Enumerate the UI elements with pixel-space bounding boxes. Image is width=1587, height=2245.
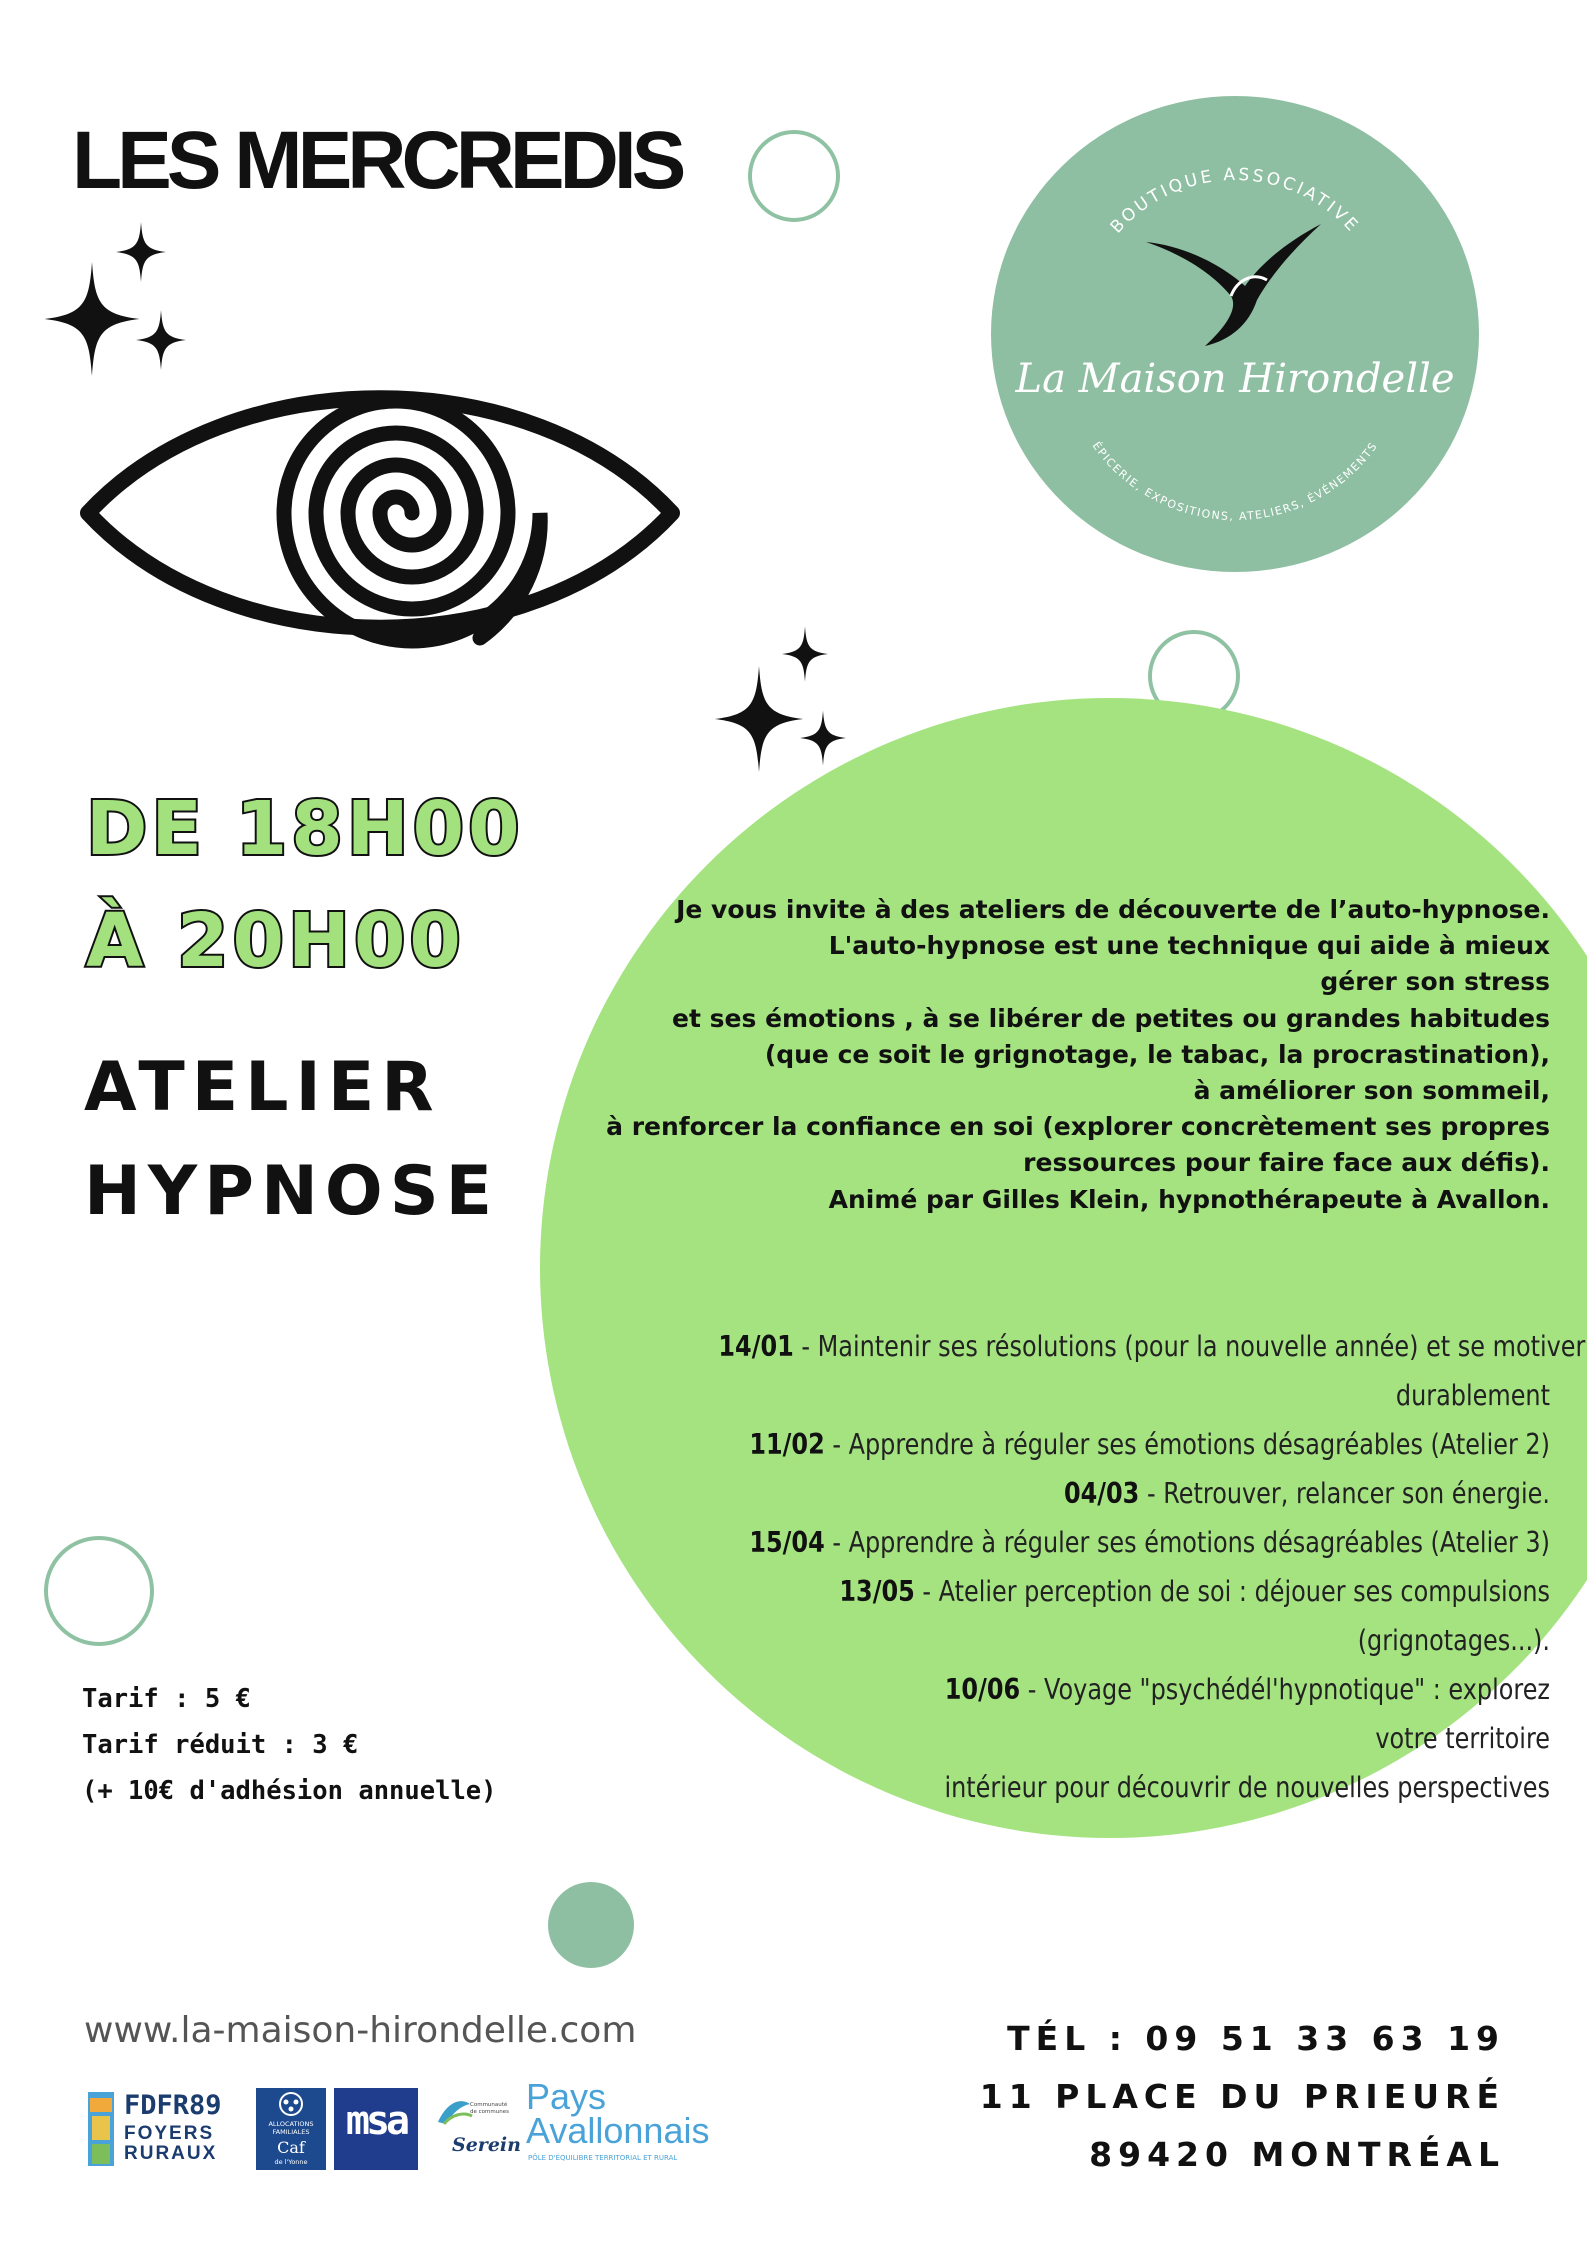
eye-spiral-icon bbox=[80, 340, 680, 686]
price-full: Tarif : 5 € bbox=[82, 1684, 251, 1714]
partner-logo-msa bbox=[334, 2088, 418, 2170]
logo-bottom-text: ÉPICERIE, EXPOSITIONS, ATELIERS, ÉVÉNEMENTS bbox=[1089, 439, 1381, 524]
price-membership: (+ 10€ d'adhésion annuelle) bbox=[82, 1776, 497, 1806]
fdfr-sub1: FOYERS bbox=[124, 2123, 215, 2144]
fdfr-title: FDFR89 bbox=[124, 2090, 222, 2121]
pays-line1: Pays bbox=[526, 2076, 607, 2117]
swallow-icon bbox=[1146, 224, 1321, 346]
serein-small: Communauté de communes bbox=[470, 2102, 509, 2115]
phone-number: TÉL : 09 51 33 63 19 bbox=[1007, 2019, 1505, 2058]
schedule-item bbox=[718, 1469, 1550, 1518]
svg-text:BOUTIQUE ASSOCIATIVE bbox=[1107, 165, 1364, 238]
schedule-item bbox=[718, 1665, 1550, 1714]
schedule-date: 11/02 bbox=[749, 1428, 825, 1461]
schedule-item-cont: (grignotages...). bbox=[1357, 1624, 1550, 1657]
schedule-list bbox=[718, 1322, 1586, 1812]
schedule-text: - Maintenir ses résolutions (pour la nouvelle année) et se motiver bbox=[793, 1330, 1586, 1363]
contact-block bbox=[960, 2010, 1505, 2184]
caf-line1: ALLOCATIONS bbox=[268, 2120, 314, 2128]
intro-line: Je vous invite à des ateliers de découverte de l’auto-hypnose. bbox=[676, 895, 1550, 924]
caf-brand: Caf bbox=[277, 2138, 305, 2157]
sparkle-icon bbox=[782, 626, 828, 682]
caf-line2: FAMILIALES bbox=[272, 2128, 310, 2136]
schedule-text: - Apprendre à réguler ses émotions désagréables (Atelier 2) bbox=[824, 1428, 1550, 1461]
logo-name: La Maison Hirondelle bbox=[1015, 356, 1455, 402]
deco-ring-left bbox=[44, 1536, 154, 1646]
svg-text:ÉPICERIE, EXPOSITIONS, ATELIER bbox=[1090, 439, 1381, 523]
time-end: À 20H00 bbox=[86, 898, 465, 984]
event-title-line2: HYPNOSE bbox=[84, 1152, 500, 1231]
partner-logo-serein bbox=[430, 2088, 521, 2170]
address-line2: 89420 MONTRÉAL bbox=[1089, 2135, 1505, 2174]
pays-tagline: PÔLE D'ÉQUILIBRE TERRITORIAL ET RURAL bbox=[528, 2154, 678, 2162]
logo-top-text: BOUTIQUE ASSOCIATIVE bbox=[1106, 164, 1364, 238]
intro-line: Animé par Gilles Klein, hypnothérapeute à Avallon. bbox=[828, 1184, 1550, 1214]
partner-logo-fdfr bbox=[84, 2088, 250, 2170]
schedule-text: - Voyage "psychédél'hypnotique" : explorez bbox=[1020, 1673, 1550, 1706]
serein-name: Serein bbox=[452, 2134, 521, 2156]
address-line1: 11 PLACE DU PRIEURÉ bbox=[979, 2077, 1505, 2116]
schedule-item bbox=[718, 1420, 1550, 1469]
website-link[interactable]: www.la-maison-hirondelle.com bbox=[84, 2010, 637, 2051]
schedule-text: - Retrouver, relancer son énergie. bbox=[1139, 1477, 1550, 1510]
pricing bbox=[82, 1676, 497, 1814]
schedule-date: 15/04 bbox=[749, 1526, 825, 1559]
event-title-line1: ATELIER bbox=[84, 1048, 441, 1127]
schedule-date: 14/01 bbox=[718, 1330, 794, 1363]
time-start: DE 18H00 bbox=[86, 786, 524, 872]
schedule-item bbox=[718, 1567, 1550, 1616]
intro-line: à renforcer la confiance en soi (explorer concrètement ses propres bbox=[606, 1112, 1550, 1142]
sparkle-icon bbox=[800, 710, 846, 766]
fdfr-sub2: RURAUX bbox=[124, 2143, 218, 2164]
schedule-text: - Apprendre à réguler ses émotions désagréables (Atelier 3) bbox=[824, 1526, 1550, 1559]
sparkle-icon bbox=[116, 222, 166, 282]
schedule-item bbox=[718, 1518, 1550, 1567]
intro-line: L'auto-hypnose est une technique qui aide à mieux bbox=[828, 931, 1550, 961]
msa-text: msa bbox=[345, 2098, 407, 2144]
intro-line: gérer son stress bbox=[1320, 967, 1550, 997]
partner-logo-pays-avallonnais bbox=[524, 2076, 734, 2170]
page-title: LES MERCREDIS bbox=[72, 115, 682, 206]
intro-line: (que ce soit le grignotage, le tabac, la procrastination), bbox=[764, 1039, 1550, 1069]
schedule-date: 13/05 bbox=[839, 1575, 915, 1608]
schedule-date: 04/03 bbox=[1063, 1477, 1140, 1510]
schedule-item-cont: intérieur pour découvrir de nouvelles perspectives bbox=[944, 1771, 1550, 1804]
schedule-text: - Atelier perception de soi : déjouer ses compulsions bbox=[914, 1575, 1550, 1608]
schedule-item-cont: durablement bbox=[1395, 1379, 1550, 1412]
schedule-item-cont: votre territoire bbox=[1375, 1722, 1550, 1755]
deco-ring-top bbox=[748, 130, 840, 222]
logo-text-ring bbox=[991, 96, 1479, 572]
deco-filled-circle bbox=[548, 1882, 634, 1968]
intro-line: et ses émotions , à se libérer de petites ou grandes habitudes bbox=[672, 1003, 1550, 1033]
schedule-date: 10/06 bbox=[944, 1673, 1021, 1706]
schedule-item bbox=[718, 1322, 1586, 1371]
caf-sub: de l'Yonne bbox=[274, 2158, 308, 2166]
intro-line: à améliorer son sommeil, bbox=[1193, 1076, 1550, 1106]
intro-text bbox=[560, 892, 1550, 1218]
partner-logo-caf bbox=[256, 2088, 326, 2170]
pays-line2: Avallonnais bbox=[526, 2110, 710, 2151]
intro-line: ressources pour faire face aux défis). bbox=[1023, 1148, 1550, 1178]
price-reduced: Tarif réduit : 3 € bbox=[82, 1730, 359, 1760]
